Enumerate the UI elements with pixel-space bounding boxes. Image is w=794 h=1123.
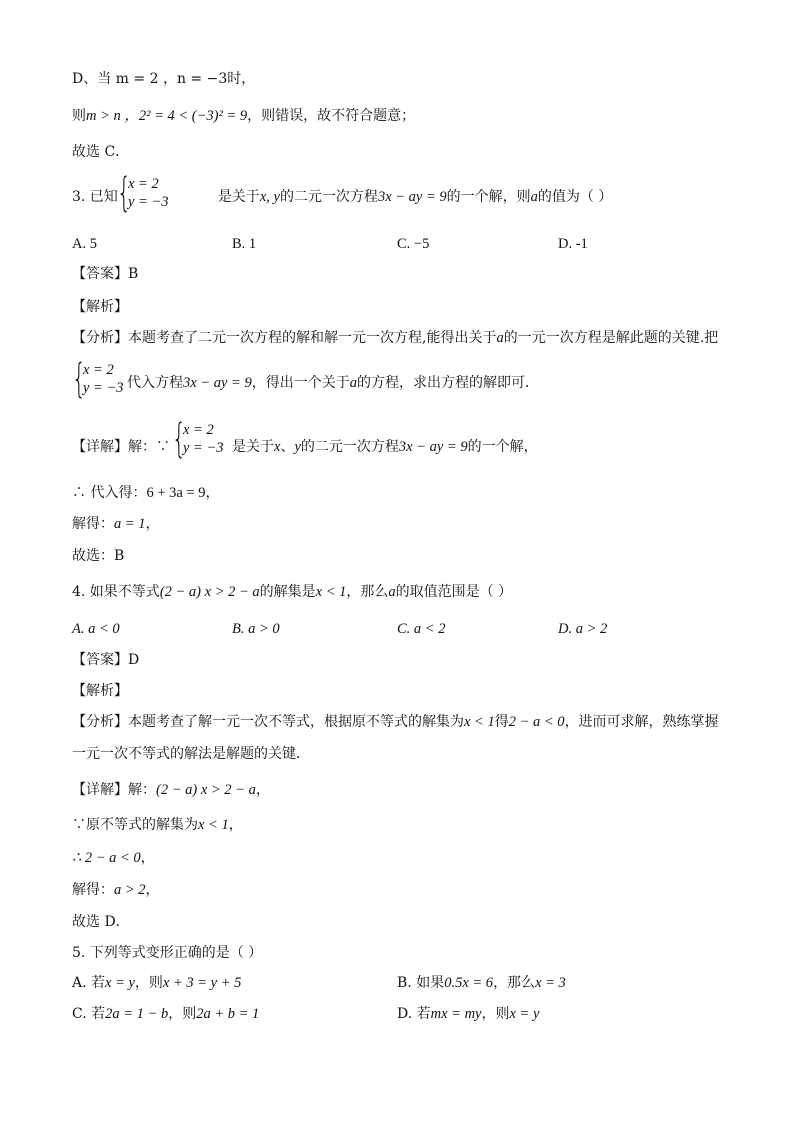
equation-system: { x = 2 y = −3 xyxy=(72,356,124,402)
question-5-stem: 5. 下列等式变形正确的是（ ） xyxy=(72,945,263,961)
detail-text: 解得：a = 1， xyxy=(72,516,160,532)
option-c: C. a < 2 xyxy=(397,621,446,637)
solution-line: 故选 C． xyxy=(72,144,130,160)
brace-symbol: { xyxy=(72,356,86,402)
answer-label: 【答案】D xyxy=(72,652,140,668)
option-c: C. −5 xyxy=(397,236,430,252)
analysis-text: 代入方程3x − ay = 9，得出一个关于a的方程，求出方程的解即可． xyxy=(127,375,539,391)
detail-text: 故选 D． xyxy=(72,914,130,930)
analysis-label: 【解析】 xyxy=(72,683,128,699)
detail-text: 解得：a > 2， xyxy=(72,882,160,898)
brace-symbol: { xyxy=(117,170,131,216)
detail-text: ∵原不等式的解集为x < 1， xyxy=(72,817,243,833)
answer-label: 【答案】B xyxy=(72,266,139,282)
option-b: B. a > 0 xyxy=(232,621,280,637)
analysis-text: 【分析】本题考查了解一元一次不等式，根据原不等式的解集为x < 1得2 − a < 0，进而可求解，熟练掌握 xyxy=(72,714,719,730)
solution-line: 则m > n ，2² = 4 < (−3)² = 9，则错误，故不符合题意； xyxy=(72,108,416,124)
question-4-stem: 4. 如果不等式(2 − a) x > 2 − a的解集是x < 1，那么a的取值范围是（ ） xyxy=(72,584,513,600)
option-d: D. -1 xyxy=(558,236,588,252)
detail-text: ∴ 2 − a < 0， xyxy=(72,850,155,866)
option-c: C. 若2a = 1 − b，则2a + b = 1 xyxy=(72,1006,260,1022)
detail-text: ∴ 代入得：6 + 3a = 9， xyxy=(72,485,220,501)
analysis-label: 【解析】 xyxy=(72,299,128,315)
detail-text: 【详解】解：∵ 是关于x、y的二元一次方程3x − ay = 9的一个解， xyxy=(72,439,538,455)
option-b: B. 1 xyxy=(232,236,257,252)
question-3-stem: 3. 已知 是关于x, y的二元一次方程3x − ay = 9的一个解，则a的值为（ ） xyxy=(72,189,613,205)
equation-system: { x = 2 y = −3 xyxy=(117,170,169,216)
detail-text: 【详解】解：(2 − a) x > 2 − a， xyxy=(72,782,270,798)
option-d: D. 若mx = my，则x = y xyxy=(397,1006,540,1022)
equation-system: { x = 2 y = −3 xyxy=(172,416,224,462)
option-a: A. 若x = y，则x + 3 = y + 5 xyxy=(72,975,242,991)
option-d: D. a > 2 xyxy=(558,621,608,637)
detail-text: 故选：B xyxy=(72,548,125,564)
solution-line: D、当 m = 2 ，n = −3时， xyxy=(72,71,256,87)
brace-symbol: { xyxy=(172,416,186,462)
option-a: A. 5 xyxy=(72,236,97,252)
analysis-text: 一元一次不等式的解法是解题的关键． xyxy=(72,746,310,762)
analysis-text: 【分析】本题考查了二元一次方程的解和解一元一次方程,能得出关于a的一元一次方程是解此题的关键.把 xyxy=(72,330,719,346)
option-a: A. a < 0 xyxy=(72,621,120,637)
option-b: B. 如果0.5x = 6，那么x = 3 xyxy=(397,975,566,991)
